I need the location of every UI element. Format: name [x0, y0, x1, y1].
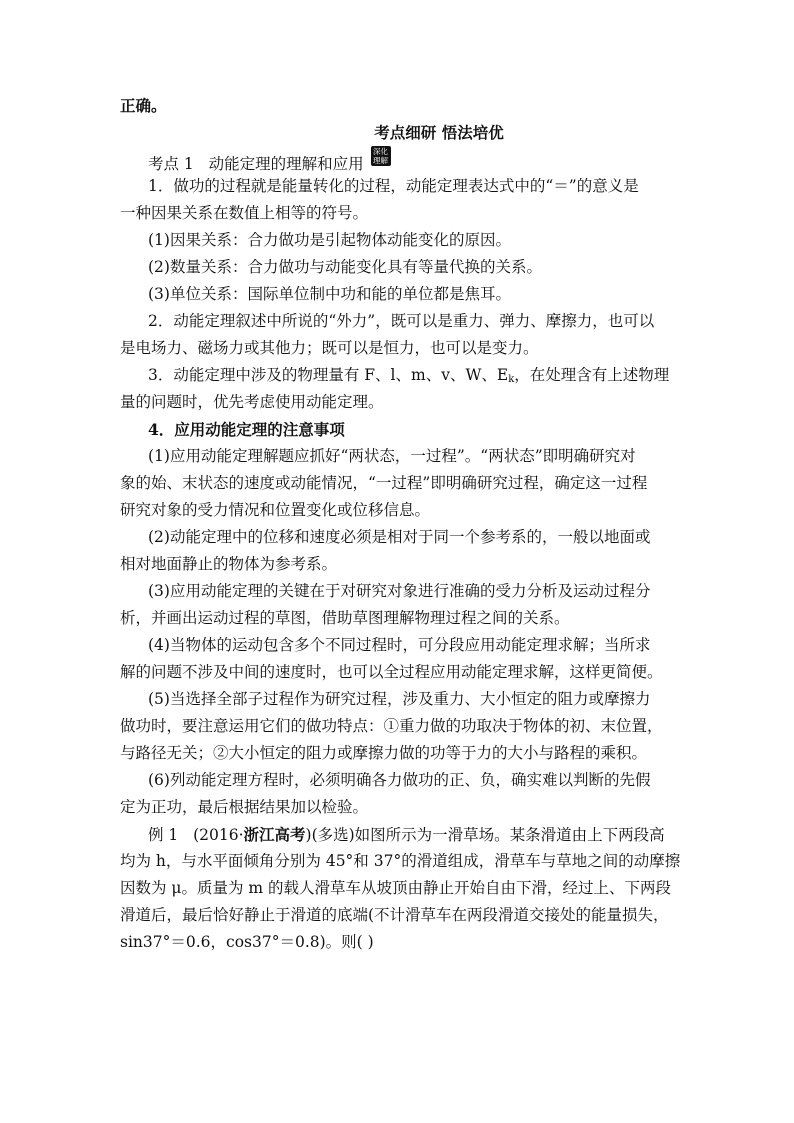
paragraph-line: 2．动能定理叙述中所说的“外力”，既可以是重力、弹力、摩擦力，也可以 [148, 312, 655, 330]
list-item: (1)因果关系：合力做功是引起物体动能变化的原因。 [148, 231, 511, 249]
paragraph-line: 一种因果关系在数值上相等的符号。 [120, 204, 369, 222]
paragraph-line: 3．动能定理中涉及的物理量有 F、l、m、v、W、$E_k$，在处理含有上述物理 [148, 366, 670, 385]
example-line: 滑道后，最后恰好静止于滑道的底端(不计滑草车在两段滑道交接处的能量损失， [120, 906, 669, 924]
subscript-k: k [508, 374, 515, 385]
paragraph-line: (1)应用动能定理解题应抓好“两状态，一过程”。“两状态”即明确研究对 [148, 447, 636, 465]
paragraph-line: 象的始、末状态的速度或动能情况，“一过程”即明确研究过程，确定这一过程 [120, 474, 648, 492]
paragraph-line: (6)列动能定理方程时，必须明确各力做功的正、负，确实难以判断的先假 [148, 771, 651, 789]
example-line: 例 1 (2016·浙江高考)(多选)如图所示为一滑草场。某条滑道由上下两段高 [148, 825, 665, 844]
deepen-understanding-badge: 深化 理解 [371, 146, 391, 166]
paragraph-line: 是电场力、磁场力或其他力；既可以是恒力，也可以是变力。 [120, 339, 539, 357]
list-item: (2)数量关系：合力做功与动能变化具有等量代换的关系。 [148, 258, 542, 276]
topic-title: 动能定理的理解和应用 [208, 155, 364, 173]
paragraph-line: 量的问题时，优先考虑使用动能定理。 [120, 393, 384, 411]
paragraph-line: 与路径无关；②大小恒定的阻力或摩擦力做的功等于力的大小与路程的乘积。 [120, 744, 648, 762]
paragraph-line: (3)应用动能定理的关键在于对研究对象进行准确的受力分析及运动过程分 [148, 582, 651, 600]
example-source: 浙江高考 [243, 825, 306, 844]
paragraph-line: (4)当物体的运动包含多个不同过程时，可分段应用动能定理求解；当所求 [148, 636, 651, 654]
paragraph-line: (2)动能定理中的位移和速度必须是相对于同一个参考系的，一般以地面或 [148, 528, 651, 546]
list-item: (3)单位关系：国际单位制中功和能的单位都是焦耳。 [148, 285, 511, 303]
subsection-heading: 4．应用动能定理的注意事项 [148, 420, 345, 439]
example-line: 因数为 μ。质量为 m 的载人滑草车从坡顶由静止开始自由下滑，经过上、下两段 [120, 879, 672, 897]
example-label: 例 1 [148, 826, 179, 844]
top-line: 正确。 [120, 96, 167, 115]
example-line: sin37°＝0.6，cos37°＝0.8)。则( ) [120, 933, 374, 951]
paragraph-line: 相对地面静止的物体为参考系。 [120, 555, 338, 573]
section-title: 考点细研 悟法培优 [374, 123, 504, 142]
paragraph-line: 析，并画出运动过程的草图，借助草图理解物理过程之间的关系。 [120, 609, 570, 627]
topic-heading [120, 146, 680, 173]
topic-label: 考点 1 [148, 155, 194, 173]
example-line: 均为 h，与水平面倾角分别为 45°和 37°的滑道组成，滑草车与草地之间的动摩擦 [120, 852, 681, 870]
paragraph-line: 定为正功，最后根据结果加以检验。 [120, 798, 369, 816]
paragraph-line: 研究对象的受力情况和位置变化或位移信息。 [120, 501, 431, 519]
paragraph-line: 解的问题不涉及中间的速度时，也可以全过程应用动能定理求解，这样更简便。 [120, 663, 663, 681]
paragraph-line: 做功时，要注意运用它们的做功特点：①重力做的功取决于物体的初、末位置， [120, 717, 663, 735]
paragraph-line: 1．做功的过程就是能量转化的过程，动能定理表达式中的“＝”的意义是 [148, 177, 639, 195]
document-page [120, 92, 680, 956]
paragraph-line: (5)当选择全部子过程作为研究过程，涉及重力、大小恒定的阻力或摩擦力 [148, 690, 651, 708]
